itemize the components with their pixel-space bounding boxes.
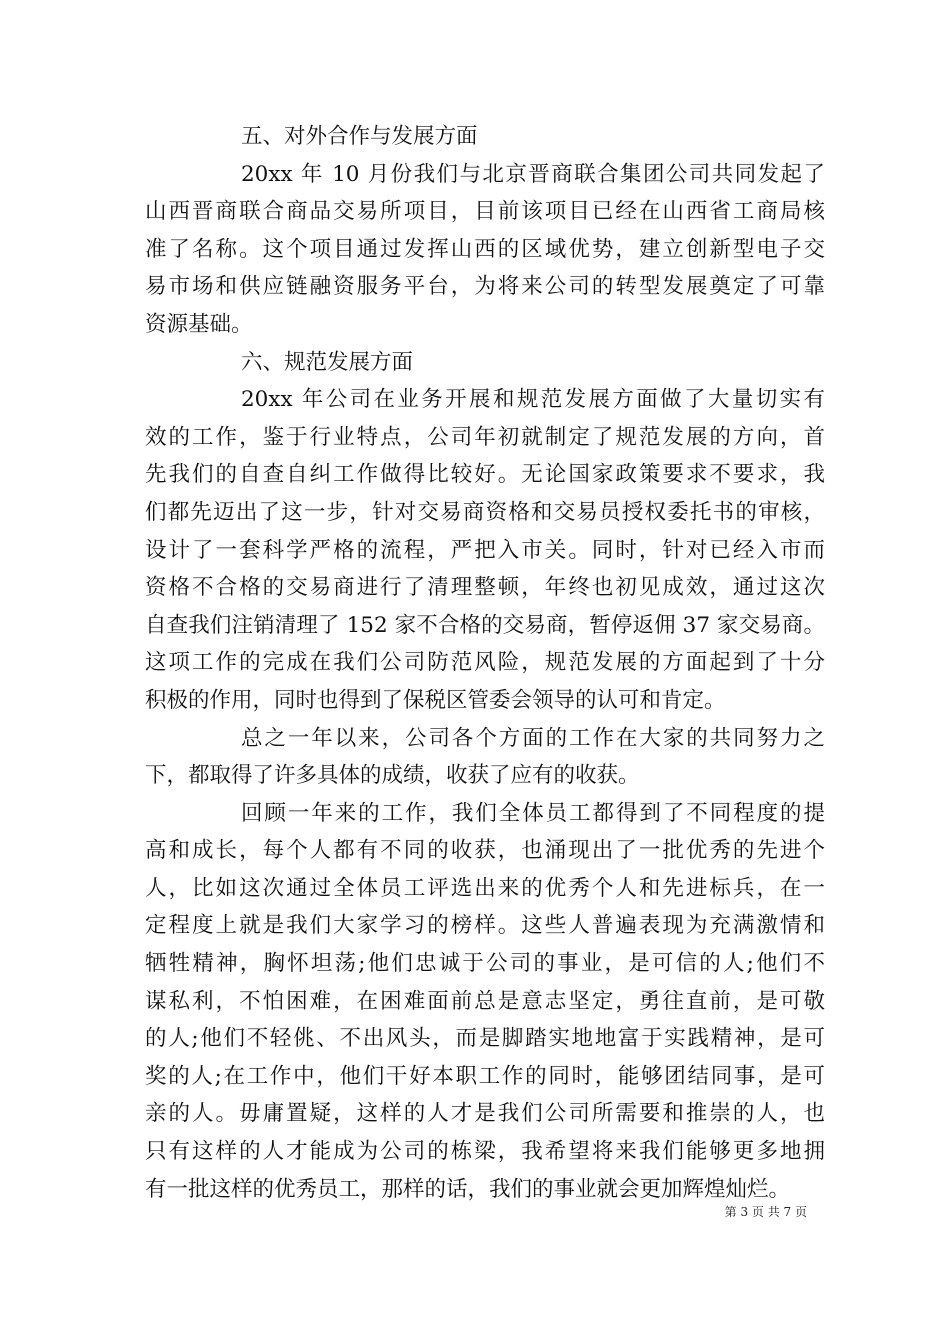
text-line: 高和成长，每个人都有不同的收获，也涌现出了一批优秀的先进个 (145, 838, 825, 864)
text-line: 这项工作的完成在我们公司防范风险，规范发展的方面起到了十分 (145, 650, 825, 676)
text-line: 设计了一套科学严格的流程，严把入市关。同时，针对已经入市而 (145, 537, 825, 563)
text-line: 的人;他们不轻佻、不出风头，而是脚踏实地地富于实践精神，是可 (145, 1026, 825, 1052)
text-line: 定程度上就是我们大家学习的榜样。这些人普遍表现为充满激情和 (145, 913, 825, 939)
text-line: 效的工作，鉴于行业特点，公司年初就制定了规范发展的方向，首 (145, 424, 825, 450)
text-line: 下，都取得了许多具体的成绩，收获了应有的收获。 (145, 763, 640, 789)
text-line: 资格不合格的交易商进行了清理整顿，年终也初见成效，通过这次 (145, 575, 825, 601)
document-body (145, 118, 825, 1208)
page-number-footer: 第 3 页 共 7 页 (724, 1205, 807, 1219)
text-line: 资源基础。 (145, 311, 253, 337)
text-line: 回顾一年来的工作，我们全体员工都得到了不同程度的提 (241, 800, 825, 826)
text-line: 易市场和供应链融资服务平台，为将来公司的转型发展奠定了可靠 (145, 274, 825, 300)
text-line: 积极的作用，同时也得到了保税区管委会领导的认可和肯定。 (145, 687, 726, 713)
text-line: 牺牲精神，胸怀坦荡;他们忠诚于公司的事业，是可信的人;他们不 (145, 951, 825, 977)
text-line: 只有这样的人才能成为公司的栋梁，我希望将来我们能够更多地拥 (145, 1139, 825, 1165)
text-line: 奖的人;在工作中，他们干好本职工作的同时，能够团结同事，是可 (145, 1063, 825, 1089)
text-line: 们都先迈出了这一步，针对交易商资格和交易员授权委托书的审核， (145, 499, 825, 525)
text-line: 谋私利，不怕困难，在困难面前总是意志坚定，勇往直前，是可敬 (145, 988, 825, 1014)
text-line: 有一批这样的优秀员工，那样的话，我们的事业就会更加辉煌灿烂。 (145, 1176, 791, 1202)
text-line: 先我们的自查自纠工作做得比较好。无论国家政策要求不要求，我 (145, 462, 825, 488)
text-line: 20xx 年公司在业务开展和规范发展方面做了大量切实有 (241, 387, 825, 413)
text-line: 亲的人。毋庸置疑，这样的人才是我们公司所需要和推崇的人，也 (145, 1101, 825, 1127)
text-line: 人，比如这次通过全体员工评选出来的优秀个人和先进标兵，在一 (145, 875, 825, 901)
text-line: 总之一年以来，公司各个方面的工作在大家的共同努力之 (241, 725, 825, 751)
text-line: 山西晋商联合商品交易所项目，目前该项目已经在山西省工商局核 (145, 199, 825, 225)
text-line: 自查我们注销清理了 152 家不合格的交易商，暂停返佣 37 家交易商。 (145, 612, 825, 638)
text-line: 准了名称。这个项目通过发挥山西的区域优势，建立创新型电子交 (145, 236, 825, 262)
section-heading-6: 六、规范发展方面 (241, 349, 414, 375)
section-heading-5: 五、对外合作与发展方面 (241, 124, 478, 149)
text-line: 20xx 年 10 月份我们与北京晋商联合集团公司共同发起了 (241, 161, 825, 187)
